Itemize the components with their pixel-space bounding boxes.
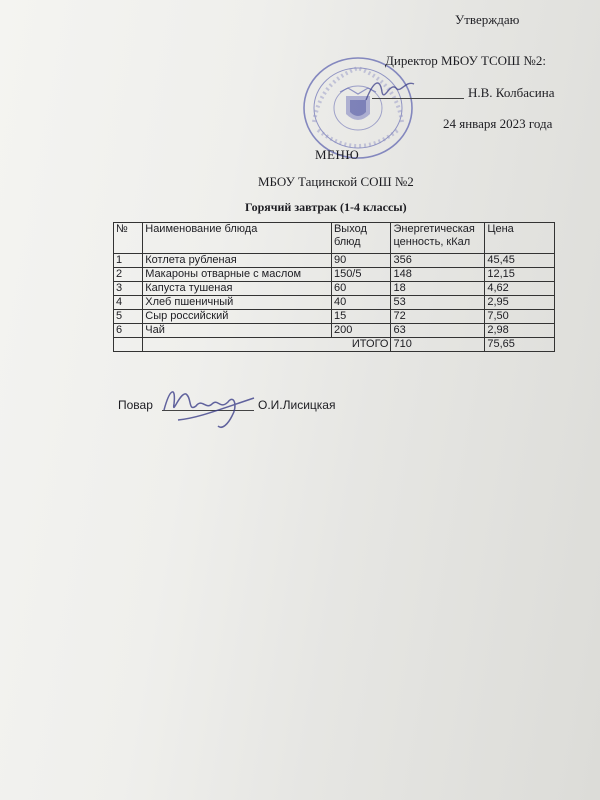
dish-price: 12,15 xyxy=(485,268,555,282)
total-price: 75,65 xyxy=(485,338,555,352)
approval-date: 24 января 2023 года xyxy=(443,116,553,131)
dish-price: 2,95 xyxy=(485,296,555,310)
dish-yield: 150/5 xyxy=(331,268,391,282)
dish-kcal: 148 xyxy=(391,268,485,282)
total-kcal: 710 xyxy=(391,338,485,352)
menu-table xyxy=(113,222,555,352)
dish-name: Хлеб пшеничный xyxy=(143,296,332,310)
table-header-row xyxy=(114,223,555,254)
dish-yield: 40 xyxy=(331,296,391,310)
row-number: 2 xyxy=(114,268,143,282)
dish-price: 45,45 xyxy=(485,254,555,268)
meal-title: Горячий завтрак (1-4 классы) xyxy=(245,200,407,214)
table-row xyxy=(114,282,555,296)
dish-yield: 200 xyxy=(331,324,391,338)
column-header-number: № xyxy=(114,223,143,254)
dish-kcal: 72 xyxy=(391,310,485,324)
director-signature-line xyxy=(372,98,464,99)
dish-yield: 15 xyxy=(331,310,391,324)
table-total-row xyxy=(114,338,555,352)
dish-price: 2,98 xyxy=(485,324,555,338)
dish-name: Сыр российский xyxy=(143,310,332,324)
dish-price: 4,62 xyxy=(485,282,555,296)
dish-name: Котлета рубленая xyxy=(143,254,332,268)
total-empty-cell xyxy=(114,338,143,352)
table-row xyxy=(114,254,555,268)
dish-yield: 60 xyxy=(331,282,391,296)
director-line: Директор МБОУ ТСОШ №2: xyxy=(385,53,546,68)
column-header-dish: Наименование блюда xyxy=(143,223,332,254)
page-title: МЕНЮ xyxy=(315,147,360,162)
approval-label: Утверждаю xyxy=(455,12,520,27)
column-header-yield: Выход блюд xyxy=(331,223,391,254)
table-row xyxy=(114,296,555,310)
row-number: 1 xyxy=(114,254,143,268)
dish-kcal: 18 xyxy=(391,282,485,296)
row-number: 5 xyxy=(114,310,143,324)
director-name: Н.В. Колбасина xyxy=(468,85,555,100)
row-number: 6 xyxy=(114,324,143,338)
row-number: 3 xyxy=(114,282,143,296)
dish-kcal: 356 xyxy=(391,254,485,268)
table-row xyxy=(114,268,555,282)
cook-name: О.И.Лисицкая xyxy=(258,398,336,412)
dish-name: Макароны отварные с маслом xyxy=(143,268,332,282)
dish-yield: 90 xyxy=(331,254,391,268)
column-header-kcal: Энергетическая ценность, кКал xyxy=(391,223,485,254)
row-number: 4 xyxy=(114,296,143,310)
table-row xyxy=(114,324,555,338)
school-name: МБОУ Тацинской СОШ №2 xyxy=(258,174,414,189)
total-label: ИТОГО xyxy=(143,338,391,352)
dish-name: Чай xyxy=(143,324,332,338)
cook-label: Повар xyxy=(118,398,153,412)
dish-kcal: 63 xyxy=(391,324,485,338)
table-row xyxy=(114,310,555,324)
dish-price: 7,50 xyxy=(485,310,555,324)
dish-name: Капуста тушеная xyxy=(143,282,332,296)
dish-kcal: 53 xyxy=(391,296,485,310)
column-header-price: Цена xyxy=(485,223,555,254)
cook-signature xyxy=(158,380,258,435)
director-signature xyxy=(360,70,420,110)
